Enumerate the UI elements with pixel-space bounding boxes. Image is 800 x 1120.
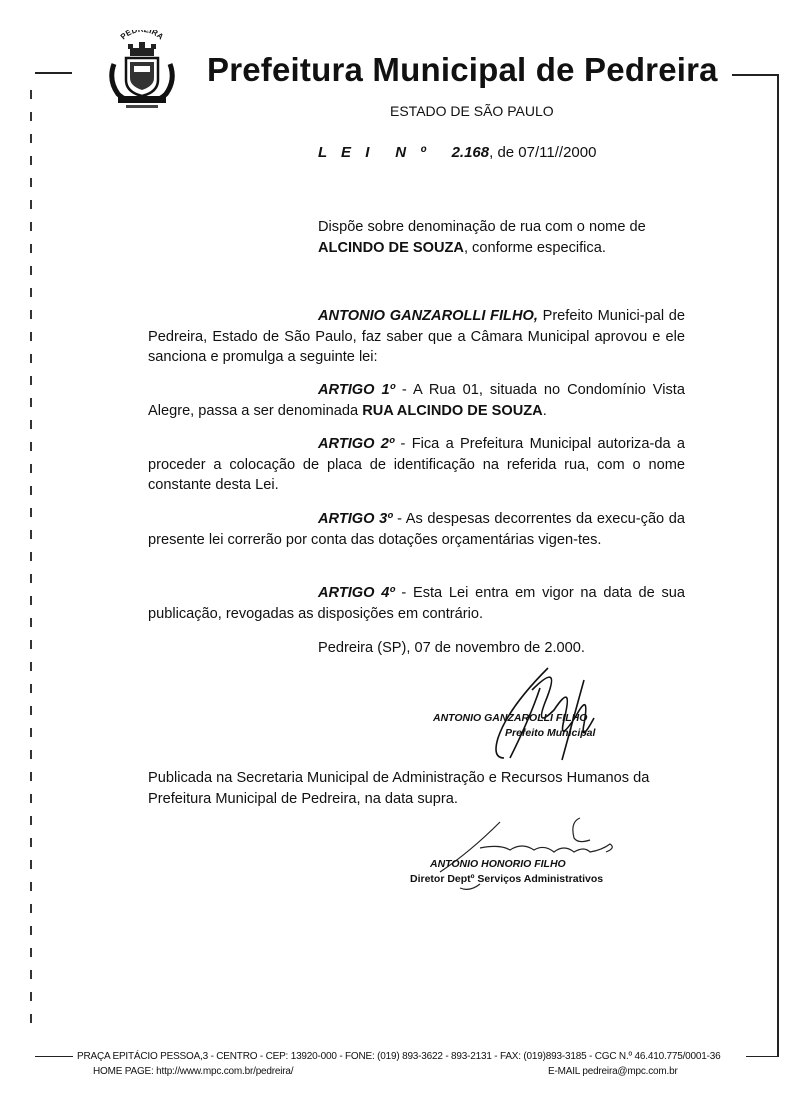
law-number-label: N º [395, 144, 431, 161]
margin-mark [30, 970, 32, 979]
margin-mark [30, 332, 32, 341]
article-label: ARTIGO 3º [318, 511, 393, 527]
margin-mark [30, 552, 32, 561]
coat-of-arms-emblem [104, 30, 180, 110]
director-signature-role: Diretor Deptº Serviços Administrativos [410, 873, 604, 885]
margin-mark [30, 376, 32, 385]
margin-mark [30, 750, 32, 759]
margin-mark [30, 684, 32, 693]
margin-mark [30, 112, 32, 121]
margin-mark [30, 882, 32, 891]
margin-mark [30, 266, 32, 275]
margin-mark [30, 310, 32, 319]
summary-line1: Dispõe sobre denominação de rua com o nome de [318, 219, 646, 235]
law-date: , de 07/11//2000 [489, 144, 597, 161]
publication-note: Publicada na Secretaria Municipal de Administração e Recursos Humanos da Prefeitura Municipal de Pedreira, na data supra. [148, 770, 650, 807]
street-name: RUA ALCINDO DE SOUZA [362, 402, 543, 419]
svg-text:PEDREIRA [119, 30, 166, 42]
margin-mark [30, 596, 32, 605]
article-4 [148, 583, 685, 624]
article-3 [148, 509, 685, 550]
margin-mark [30, 354, 32, 363]
footer-homepage: HOME PAGE: http://www.mpc.com.br/pedreira/ [93, 1066, 294, 1077]
margin-mark [30, 508, 32, 517]
margin-mark [30, 574, 32, 583]
margin-mark [30, 662, 32, 671]
margin-mark [30, 926, 32, 935]
header-rule-left [35, 72, 72, 74]
article-1 [148, 380, 685, 421]
article-label: ARTIGO 2º [318, 436, 395, 452]
header-rule-right [732, 74, 778, 76]
footer-address: PRAÇA EPITÁCIO PESSOA,3 - CENTRO - CEP: 13920-000 - FONE: (019) 893-3622 - 893-2131 - FAX: (019)893-3185 - CGC N.º 46.410.775/0001-36 [77, 1051, 721, 1062]
margin-mark [30, 420, 32, 429]
margin-mark [30, 134, 32, 143]
margin-mark [30, 398, 32, 407]
law-label: L E I [318, 144, 375, 161]
law-heading [318, 144, 596, 161]
article-text: - A Rua 01, situada no Condomínio Vista Alegre, passa a ser denominada [148, 382, 685, 419]
mayor-signature-name: ANTONIO GANZAROLLI FILHO [433, 712, 588, 724]
frame-right-border [777, 74, 779, 1056]
margin-mark [30, 904, 32, 913]
place-date: Pedreira (SP), 07 de novembro de 2.000. [318, 640, 585, 656]
margin-mark [30, 464, 32, 473]
article-text: - Esta Lei entra em vigor na data de sua publicação, revogadas as disposições em contrário. [148, 585, 685, 622]
margin-mark [30, 860, 32, 869]
footer-email: E-MAIL pedreira@mpc.com.br [548, 1066, 678, 1077]
article-label: ARTIGO 4º [318, 585, 395, 601]
margin-mark [30, 530, 32, 539]
footer-rule-left [35, 1056, 73, 1057]
mayor-signature-role: Prefeito Municipal [505, 727, 596, 739]
margin-mark [30, 156, 32, 165]
law-number: 2.168 [451, 144, 490, 161]
margin-mark [30, 200, 32, 209]
margin-mark [30, 706, 32, 715]
margin-mark [30, 816, 32, 825]
margin-mark [30, 222, 32, 231]
preamble-text: Prefeito Munici-pal de Pedreira, Estado de São Paulo, faz saber que a Câmara Municipal aprovou e ele sanciona e promulga a seguinte lei: [148, 308, 685, 365]
margin-mark [30, 794, 32, 803]
margin-mark [30, 772, 32, 781]
margin-mark [30, 618, 32, 627]
state-subtitle: ESTADO DE SÃO PAULO [390, 103, 554, 119]
margin-mark [30, 948, 32, 957]
article-label: ARTIGO 1º [318, 382, 395, 398]
margin-mark [30, 728, 32, 737]
margin-mark [30, 442, 32, 451]
margin-mark [30, 992, 32, 1001]
preamble-paragraph [148, 306, 685, 368]
margin-mark [30, 486, 32, 495]
margin-mark [30, 838, 32, 847]
margin-mark [30, 1014, 32, 1023]
summary-name: ALCINDO DE SOUZA [318, 239, 464, 256]
law-summary [318, 217, 684, 258]
article-text: - Fica a Prefeitura Municipal autoriza-da a proceder a colocação de placa de identificação na referida rua, com o nome constante desta Lei. [148, 436, 685, 493]
summary-rest: , conforme especifica. [463, 239, 606, 256]
margin-mark [30, 288, 32, 297]
footer-rule-right [746, 1056, 779, 1057]
margin-mark [30, 640, 32, 649]
director-signature-scribble [420, 812, 660, 902]
emblem-text: PED IRA [118, 30, 166, 42]
margin-mark [30, 244, 32, 253]
director-signature-name: ANTONIO HONORIO FILHO [430, 858, 566, 870]
margin-mark [30, 178, 32, 187]
margin-mark [30, 90, 32, 99]
article-text: - As despesas decorrentes da execu-ção da presente lei correrão por conta das dotações orçamentárias vigen-tes. [148, 511, 685, 548]
page-title: Prefeitura Municipal de Pedreira [207, 51, 718, 88]
article-tail: . [542, 402, 547, 419]
mayor-name: ANTONIO GANZAROLLI FILHO, [318, 308, 538, 324]
article-2 [148, 434, 685, 496]
